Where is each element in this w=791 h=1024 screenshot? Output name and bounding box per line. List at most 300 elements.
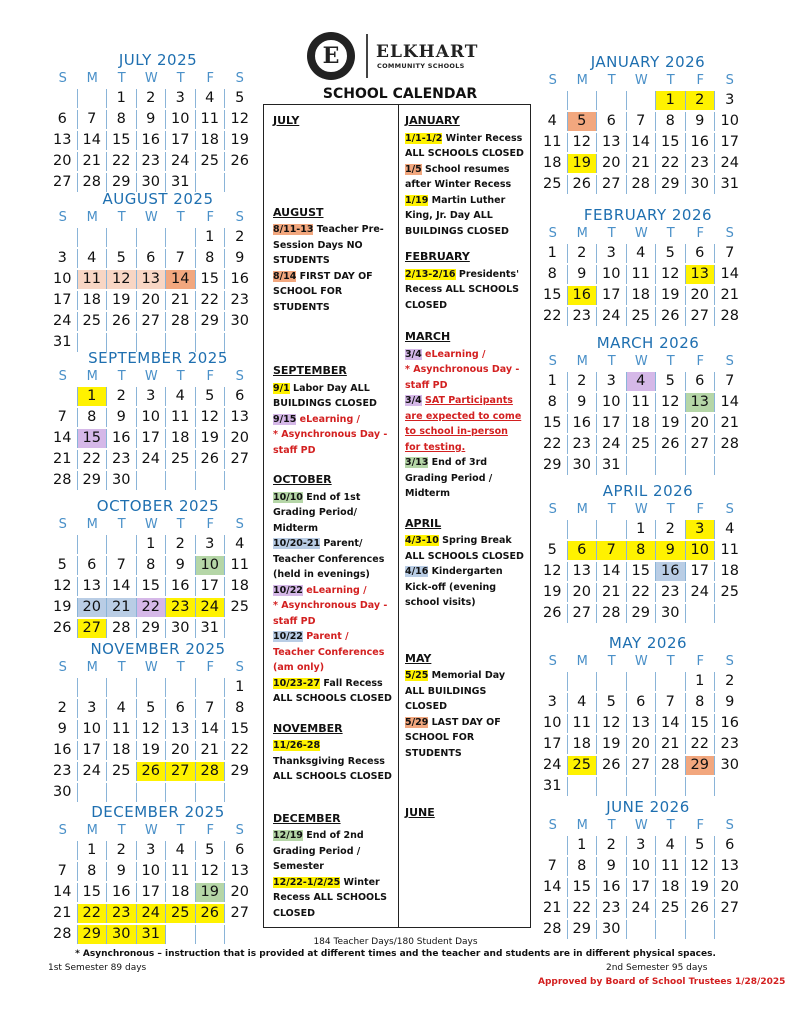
calendar-day: 6: [48, 110, 78, 129]
calendar-day: 29: [137, 619, 167, 638]
calendar-day: 4: [166, 387, 196, 406]
calendar-day: 28: [720, 436, 739, 452]
calendar-day: 11: [78, 270, 108, 289]
calendar-day: 15: [78, 883, 108, 902]
calendar-day: 26: [48, 619, 78, 638]
events-heading-july: JULY: [273, 114, 300, 127]
calendar-day: 29: [196, 312, 226, 331]
calendar-day: 22: [538, 307, 568, 326]
calendar-day: 14: [538, 878, 568, 897]
calendar-day: 30: [230, 313, 249, 329]
calendar-day: 28: [48, 925, 78, 944]
calendar-day: 5: [107, 249, 137, 268]
weekday-header: S: [548, 654, 557, 669]
calendar-day: 9: [166, 556, 196, 575]
calendar-day: 18: [627, 286, 657, 305]
event-item: 10/20-21 Parent/ Teacher Conferences (held in evenings): [273, 538, 385, 580]
calendar-day: 12: [196, 408, 226, 427]
empty-day: [686, 456, 716, 475]
empty-day: [225, 783, 255, 802]
calendar-day: 16: [230, 271, 249, 287]
calendar-day: 22: [568, 899, 598, 918]
calendar-day: 16: [597, 878, 627, 897]
weekday-header: S: [58, 210, 67, 225]
calendar-day: 30: [656, 604, 686, 623]
calendar-day: 25: [166, 904, 196, 923]
weekday-header: T: [176, 71, 185, 86]
calendar-day: 25: [78, 312, 108, 331]
empty-day: [137, 471, 167, 490]
month-title: APRIL 2026: [602, 482, 694, 500]
calendar-day: 15: [538, 414, 568, 433]
calendar-day: 14: [48, 429, 78, 448]
calendar-day: 27: [627, 756, 657, 775]
weekday-header: S: [725, 226, 734, 241]
empty-day: [196, 783, 226, 802]
calendar-day: 19: [656, 414, 686, 433]
calendar-day: 14: [597, 562, 627, 581]
page-title: SCHOOL CALENDAR: [322, 86, 478, 102]
calendar-day: 16: [107, 429, 137, 448]
calendar-day: 28: [196, 762, 226, 781]
calendar-day: 30: [107, 471, 137, 490]
calendar-day: 14: [720, 266, 739, 282]
weekday-header: F: [206, 823, 214, 838]
calendar-day: 10: [196, 556, 226, 575]
month-grid: [48, 368, 268, 491]
events-heading-march: MARCH: [405, 330, 451, 343]
calendar-day: 18: [78, 291, 108, 310]
calendar-day: 11: [720, 542, 739, 558]
calendar-day: 10: [137, 862, 167, 881]
calendar-day: 13: [686, 393, 716, 412]
calendar-day: 9: [107, 408, 137, 427]
calendar-day: 4: [538, 112, 568, 131]
calendar-day: 31: [166, 173, 196, 192]
calendar-day: 18: [107, 741, 137, 760]
calendar-day: 23: [686, 154, 716, 173]
empty-day: [137, 678, 167, 697]
month-title: SEPTEMBER 2025: [88, 349, 228, 367]
calendar-day: 9: [107, 862, 137, 881]
calendar-day: 14: [107, 577, 137, 596]
calendar-day: 10: [597, 265, 627, 284]
calendar-day: 27: [78, 619, 108, 638]
calendar-day: 24: [597, 307, 627, 326]
calendar-day: 23: [568, 435, 598, 454]
weekday-header: T: [117, 369, 126, 384]
calendar-day: 21: [196, 741, 226, 760]
calendar-day: 8: [538, 265, 568, 284]
calendar-day: 13: [78, 577, 108, 596]
calendar-day: 6: [627, 693, 657, 712]
calendar-day: 19: [686, 878, 716, 897]
calendar-day: 9: [597, 857, 627, 876]
calendar-day: 24: [166, 152, 196, 171]
calendar-day: 7: [538, 857, 568, 876]
empty-day: [137, 783, 167, 802]
weekday-header: M: [86, 369, 98, 384]
event-item: 10/22 eLearning /: [273, 584, 367, 596]
weekday-header: T: [607, 226, 616, 241]
weekday-header: T: [666, 818, 675, 833]
logo-letter: E: [322, 43, 340, 69]
calendar-day: 17: [166, 131, 196, 150]
month-grid: [48, 70, 268, 193]
month-grid: [538, 501, 758, 624]
calendar-day: 2: [235, 229, 245, 245]
calendar-day: 12: [568, 133, 598, 152]
weekday-header: S: [725, 354, 734, 369]
empty-day: [166, 783, 196, 802]
empty-day: [48, 678, 78, 697]
calendar-day: 19: [597, 735, 627, 754]
calendar-day: 28: [627, 175, 657, 194]
calendar-day: 30: [48, 783, 78, 802]
district-name: ELKHART: [376, 42, 479, 62]
month-january-2026: [538, 52, 758, 195]
events-box: [263, 104, 531, 928]
calendar-day: 24: [137, 450, 167, 469]
weekday-header: T: [117, 71, 126, 86]
calendar-day: 29: [538, 456, 568, 475]
empty-day: [78, 89, 108, 108]
weekday-header: T: [176, 210, 185, 225]
calendar-day: 2: [686, 91, 716, 110]
calendar-day: 8: [235, 700, 245, 716]
event-item: 1/19 Martin Luther King, Jr. Day ALL BUILDINGS CLOSED: [405, 194, 509, 237]
empty-day: [78, 783, 108, 802]
empty-day: [686, 777, 716, 796]
calendar-day: 17: [538, 735, 568, 754]
empty-day: [78, 678, 108, 697]
calendar-day: 15: [656, 133, 686, 152]
weekday-header: S: [58, 517, 67, 532]
empty-day: [597, 672, 627, 691]
calendar-day: 30: [166, 619, 196, 638]
event-item: 12/22-1/2/25 Winter Recess ALL SCHOOLS CLOSED: [273, 876, 388, 919]
calendar-day: 2: [597, 836, 627, 855]
weekday-header: T: [117, 823, 126, 838]
calendar-day: 26: [107, 312, 137, 331]
events-column-fall: [273, 113, 393, 921]
calendar-day: 17: [720, 134, 739, 150]
calendar-day: 4: [235, 536, 245, 552]
weekday-header: T: [607, 818, 616, 833]
calendar-day: 7: [48, 862, 78, 881]
calendar-day: 31: [48, 333, 78, 352]
calendar-day: 27: [597, 175, 627, 194]
calendar-day: 11: [107, 720, 137, 739]
calendar-day: 7: [656, 693, 686, 712]
month-title: JUNE 2026: [606, 798, 690, 816]
events-heading-october: OCTOBER: [273, 473, 332, 486]
month-august-2025: [48, 189, 268, 353]
events-heading-september: SEPTEMBER: [273, 364, 347, 377]
calendar-day: 1: [137, 535, 167, 554]
calendar-day: 3: [627, 836, 657, 855]
logo-ring: [313, 38, 349, 74]
calendar-day: 3: [48, 249, 78, 268]
weekday-header: W: [634, 354, 648, 369]
calendar-day: 16: [568, 414, 598, 433]
calendar-day: 8: [627, 541, 657, 560]
calendar-day: 8: [78, 408, 108, 427]
weekday-header: T: [607, 502, 616, 517]
calendar-day: 28: [656, 756, 686, 775]
calendar-day: 23: [48, 762, 78, 781]
calendar-day: 21: [48, 904, 78, 923]
calendar-day: 11: [166, 862, 196, 881]
calendar-day: 7: [725, 373, 735, 389]
events-heading-june: JUNE: [405, 806, 435, 819]
empty-day: [538, 672, 568, 691]
calendar-day: 13: [137, 270, 167, 289]
calendar-day: 18: [627, 414, 657, 433]
events-heading-april: APRIL: [405, 516, 442, 530]
calendar-day: 11: [166, 408, 196, 427]
calendar-day: 23: [107, 904, 137, 923]
weekday-header: M: [576, 654, 588, 669]
calendar-day: 27: [720, 900, 739, 916]
empty-day: [107, 228, 137, 247]
weekday-header: M: [576, 502, 588, 517]
calendar-day: 18: [166, 429, 196, 448]
calendar-day: 17: [48, 291, 78, 310]
month-title: DECEMBER 2025: [91, 803, 225, 821]
calendar-day: 19: [538, 583, 568, 602]
calendar-day: 22: [196, 291, 226, 310]
calendar-day: 24: [597, 435, 627, 454]
empty-day: [48, 387, 78, 406]
calendar-day: 28: [166, 312, 196, 331]
calendar-day: 4: [107, 699, 137, 718]
calendar-day: 24: [48, 312, 78, 331]
calendar-day: 19: [107, 291, 137, 310]
calendar-day: 14: [627, 133, 657, 152]
calendar-day: 15: [78, 429, 108, 448]
calendar-day: 7: [78, 110, 108, 129]
calendar-day: 6: [725, 837, 735, 853]
empty-day: [107, 678, 137, 697]
calendar-day: 13: [166, 720, 196, 739]
calendar-day: 7: [48, 408, 78, 427]
weekday-header: M: [576, 226, 588, 241]
weekday-header: W: [634, 226, 648, 241]
calendar-day: 21: [78, 152, 108, 171]
weekday-header: S: [725, 818, 734, 833]
calendar-day: 2: [725, 673, 735, 689]
month-grid: [48, 659, 268, 803]
calendar-day: 2: [568, 372, 598, 391]
calendar-day: 15: [568, 878, 598, 897]
calendar-day: 18: [656, 878, 686, 897]
calendar-day: 27: [166, 762, 196, 781]
empty-day: [568, 777, 598, 796]
calendar-day: 13: [597, 133, 627, 152]
weekday-header: S: [548, 226, 557, 241]
event-item: 12/19 End of 2nd Grading Period / Semester: [273, 830, 364, 872]
calendar-day: 14: [656, 714, 686, 733]
empty-day: [107, 535, 137, 554]
calendar-day: 14: [78, 131, 108, 150]
weekday-header: F: [206, 660, 214, 675]
calendar-day: 2: [568, 244, 598, 263]
calendar-day: 12: [597, 714, 627, 733]
calendar-day: 24: [627, 899, 657, 918]
calendar-day: 27: [686, 435, 716, 454]
empty-day: [225, 471, 255, 490]
events-divider: [398, 105, 399, 927]
weekday-header: W: [634, 818, 648, 833]
event-item: 9/1 Labor Day ALL BUILDINGS CLOSED: [273, 382, 377, 409]
calendar-day: 5: [656, 244, 686, 263]
weekday-header: T: [666, 354, 675, 369]
empty-day: [715, 604, 745, 623]
calendar-day: 4: [627, 372, 657, 391]
calendar-day: 11: [656, 857, 686, 876]
weekday-header: T: [176, 823, 185, 838]
calendar-day: 9: [568, 393, 598, 412]
empty-day: [538, 520, 568, 539]
calendar-day: 21: [166, 291, 196, 310]
weekday-header: T: [607, 654, 616, 669]
calendar-day: 6: [597, 112, 627, 131]
calendar-day: 12: [196, 862, 226, 881]
events-heading-december: DECEMBER: [273, 811, 341, 825]
calendar-day: 16: [137, 131, 167, 150]
calendar-day: 31: [196, 619, 226, 638]
calendar-day: 23: [720, 736, 739, 752]
calendar-day: 29: [230, 763, 249, 779]
weekday-header: T: [176, 517, 185, 532]
empty-day: [196, 471, 226, 490]
month-grid: [538, 72, 758, 195]
empty-day: [597, 91, 627, 110]
calendar-day: 17: [597, 286, 627, 305]
calendar-day: 17: [137, 883, 167, 902]
calendar-day: 25: [196, 152, 226, 171]
calendar-day: 25: [230, 599, 249, 615]
month-july-2025: [48, 50, 268, 193]
calendar-day: 18: [538, 154, 568, 173]
empty-day: [166, 228, 196, 247]
weekday-header: W: [144, 660, 158, 675]
empty-day: [597, 520, 627, 539]
month-grid: [538, 225, 758, 327]
calendar-day: 20: [686, 286, 716, 305]
weekday-header: S: [58, 369, 67, 384]
weekday-header: M: [86, 823, 98, 838]
calendar-day: 23: [568, 307, 598, 326]
calendar-day: 9: [568, 265, 598, 284]
calendar-day: 26: [656, 307, 686, 326]
calendar-day: 20: [568, 583, 598, 602]
month-february-2026: [538, 205, 758, 327]
calendar-day: 19: [196, 883, 226, 902]
calendar-day: 4: [78, 249, 108, 268]
calendar-day: 1: [627, 520, 657, 539]
calendar-day: 4: [166, 841, 196, 860]
calendar-day: 26: [538, 604, 568, 623]
weekday-header: M: [576, 354, 588, 369]
calendar-day: 15: [230, 721, 249, 737]
calendar-day: 29: [78, 925, 108, 944]
calendar-day: 18: [196, 131, 226, 150]
calendar-day: 20: [230, 430, 249, 446]
calendar-day: 9: [725, 694, 735, 710]
calendar-day: 13: [720, 858, 739, 874]
calendar-day: 24: [538, 756, 568, 775]
calendar-day: 20: [137, 291, 167, 310]
district-logo: [307, 32, 355, 80]
month-grid: [538, 653, 758, 797]
event-item: 8/14 FIRST DAY OF SCHOOL FOR STUDENTS: [273, 270, 373, 313]
calendar-day: 30: [686, 175, 716, 194]
calendar-day: 28: [720, 308, 739, 324]
calendar-day: 25: [166, 450, 196, 469]
calendar-day: 24: [720, 155, 739, 171]
calendar-day: 13: [568, 562, 598, 581]
calendar-day: 1: [568, 836, 598, 855]
weekday-header: W: [144, 823, 158, 838]
calendar-day: 20: [78, 598, 108, 617]
weekday-header: T: [176, 660, 185, 675]
calendar-day: 9: [656, 541, 686, 560]
weekday-header: S: [235, 71, 244, 86]
calendar-day: 16: [656, 562, 686, 581]
event-note: * Asynchronous Day - staff PD: [405, 364, 520, 391]
calendar-day: 12: [656, 393, 686, 412]
month-april-2026: [538, 481, 758, 624]
event-item: 4/16 Kindergarten Kick-off (evening school visits): [405, 566, 503, 608]
calendar-day: 19: [230, 132, 249, 148]
month-grid: [538, 817, 758, 940]
calendar-day: 11: [568, 714, 598, 733]
calendar-day: 13: [686, 265, 716, 284]
calendar-day: 26: [686, 899, 716, 918]
calendar-day: 6: [235, 388, 245, 404]
calendar-day: 8: [78, 862, 108, 881]
calendar-day: 23: [656, 583, 686, 602]
calendar-day: 14: [196, 720, 226, 739]
calendar-day: 21: [107, 598, 137, 617]
empty-day: [715, 456, 745, 475]
first-semester-days: 1st Semester 89 days: [48, 963, 147, 973]
weekday-header: W: [144, 369, 158, 384]
event-item: 4/3-10 Spring Break ALL SCHOOLS CLOSED: [405, 535, 524, 562]
event-item: 2/13-2/16 Presidents' Recess ALL SCHOOLS CLOSED: [405, 268, 520, 311]
calendar-day: 29: [78, 471, 108, 490]
calendar-day: 6: [686, 372, 716, 391]
calendar-day: 3: [196, 535, 226, 554]
weekday-header: S: [548, 73, 557, 88]
calendar-day: 27: [230, 451, 249, 467]
weekday-header: S: [58, 660, 67, 675]
calendar-day: 25: [656, 899, 686, 918]
calendar-day: 5: [196, 841, 226, 860]
month-title: AUGUST 2025: [102, 190, 214, 208]
calendar-day: 10: [48, 270, 78, 289]
calendar-day: 30: [568, 456, 598, 475]
calendar-day: 21: [627, 154, 657, 173]
empty-day: [166, 471, 196, 490]
calendar-day: 13: [230, 409, 249, 425]
calendar-day: 8: [196, 249, 226, 268]
weekday-header: W: [634, 502, 648, 517]
calendar-day: 2: [48, 699, 78, 718]
calendar-day: 3: [78, 699, 108, 718]
